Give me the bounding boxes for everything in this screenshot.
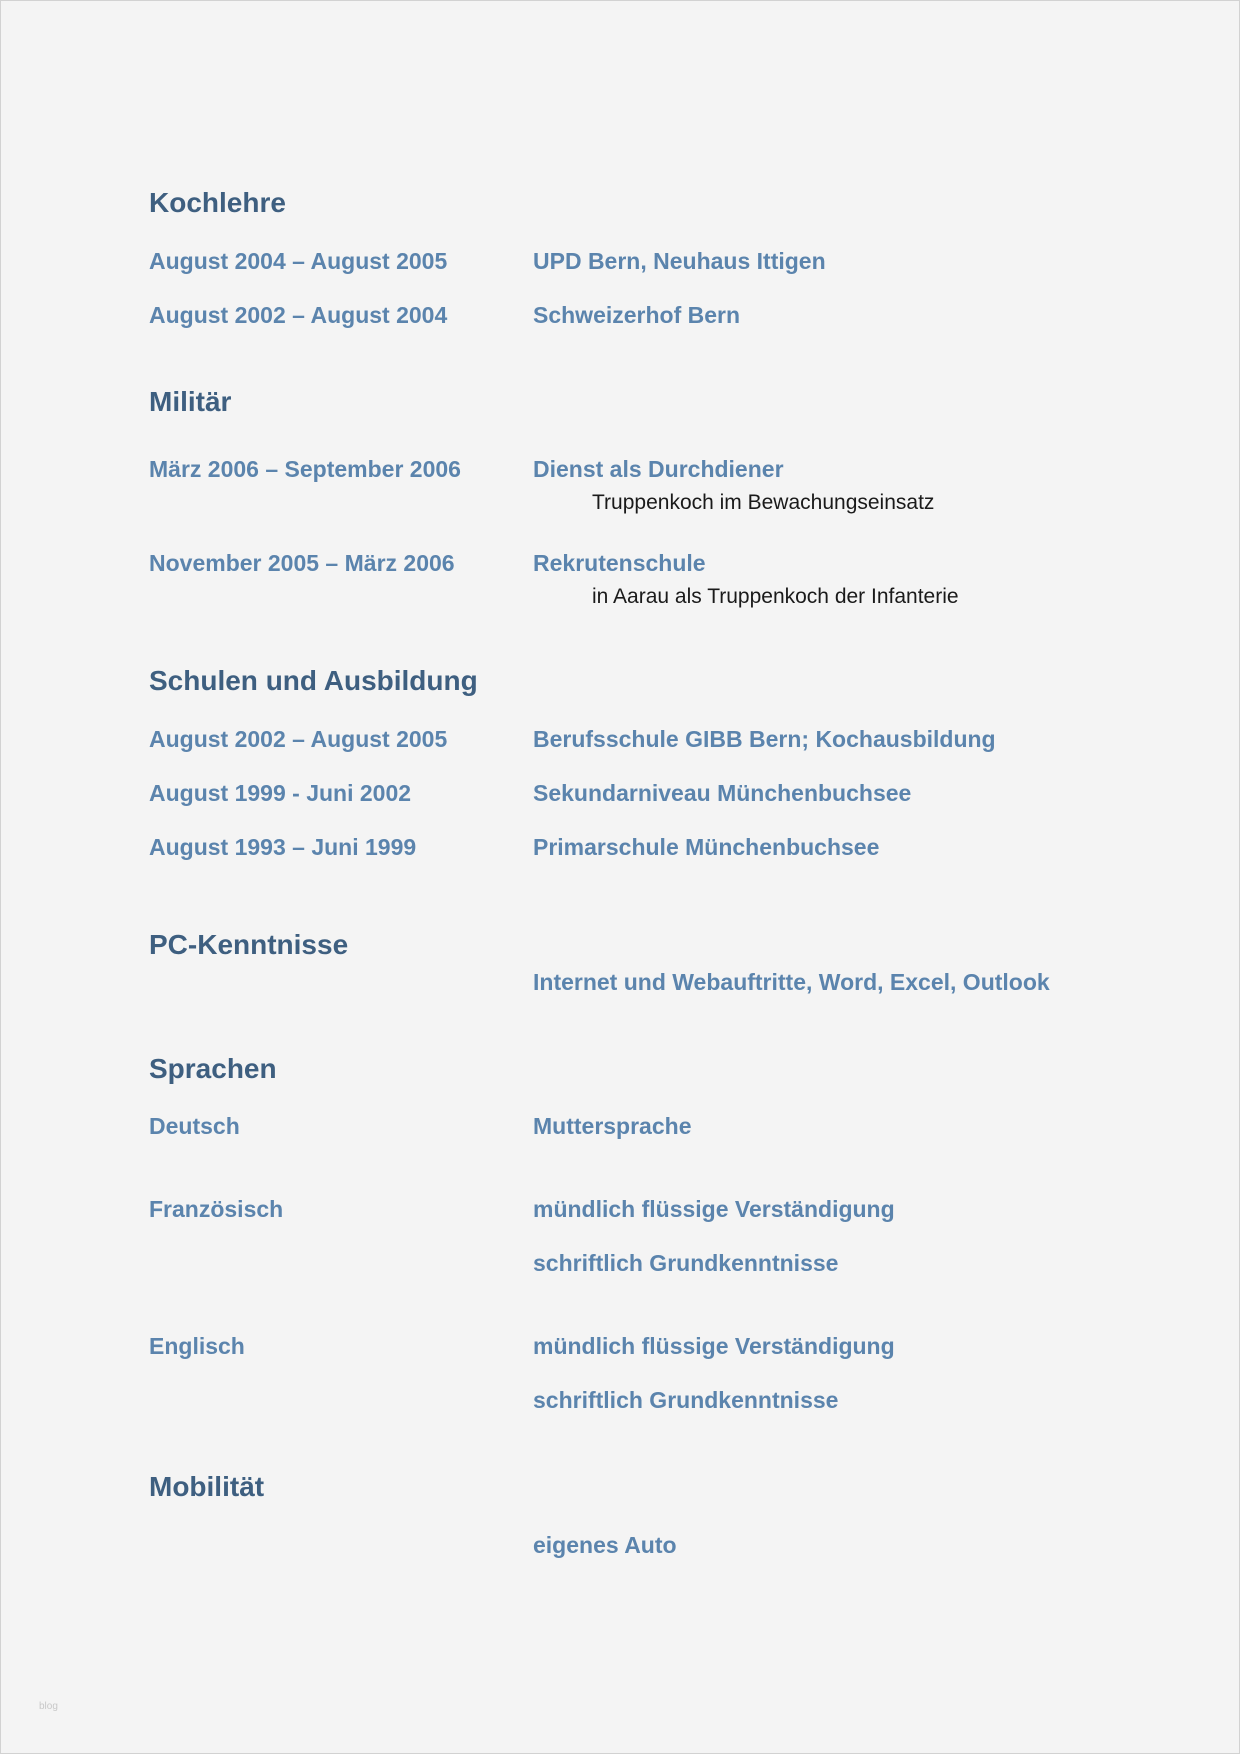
kochlehre-text-1: UPD Bern, Neuhaus Ittigen <box>533 248 826 274</box>
militaer-date-2: November 2005 – März 2006 <box>149 550 455 576</box>
sprache-franzoesisch: Französisch <box>149 1196 284 1222</box>
kochlehre-text-2: Schweizerhof Bern <box>533 302 741 328</box>
kochlehre-date-1: August 2004 – August 2005 <box>149 248 448 274</box>
section-title-militaer: Militär <box>149 386 232 417</box>
sprache-franzoesisch-schriftlich: schriftlich Grundkenntnisse <box>533 1250 839 1276</box>
sprache-deutsch: Deutsch <box>149 1113 240 1139</box>
militaer-text-1: Dienst als Durchdiener <box>533 456 784 482</box>
section-title-schulen: Schulen und Ausbildung <box>149 665 478 696</box>
sprache-englisch: Englisch <box>149 1333 245 1359</box>
sprache-englisch-muendlich: mündlich flüssige Verständigung <box>533 1333 895 1359</box>
schulen-date-1: August 2002 – August 2005 <box>149 726 448 752</box>
watermark: blog <box>39 1701 58 1712</box>
schulen-date-3: August 1993 – Juni 1999 <box>149 834 417 860</box>
militaer-date-1: März 2006 – September 2006 <box>149 456 461 482</box>
schulen-text-2: Sekundarniveau Münchenbuchsee <box>533 780 912 806</box>
pc-text: Internet und Webauftritte, Word, Excel, Outlook <box>533 969 1050 995</box>
kochlehre-date-2: August 2002 – August 2004 <box>149 302 448 328</box>
schulen-date-2: August 1999 - Juni 2002 <box>149 780 412 806</box>
schulen-text-3: Primarschule Münchenbuchsee <box>533 834 880 860</box>
militaer-text-2: Rekrutenschule <box>533 550 706 576</box>
section-title-sprachen: Sprachen <box>149 1053 277 1084</box>
sprache-deutsch-level: Muttersprache <box>533 1113 692 1139</box>
sprache-englisch-schriftlich: schriftlich Grundkenntnisse <box>533 1387 839 1413</box>
schulen-text-1: Berufsschule GIBB Bern; Kochausbildung <box>533 726 996 752</box>
mobilitaet-text: eigenes Auto <box>533 1532 677 1558</box>
sprache-franzoesisch-muendlich: mündlich flüssige Verständigung <box>533 1196 895 1222</box>
section-title-pc: PC-Kenntnisse <box>149 929 349 960</box>
militaer-detail-1: Truppenkoch im Bewachungseinsatz <box>592 491 935 514</box>
militaer-detail-2: in Aarau als Truppenkoch der Infanterie <box>592 585 959 608</box>
section-title-mobilitaet: Mobilität <box>149 1471 265 1502</box>
section-title-kochlehre: Kochlehre <box>149 187 286 218</box>
